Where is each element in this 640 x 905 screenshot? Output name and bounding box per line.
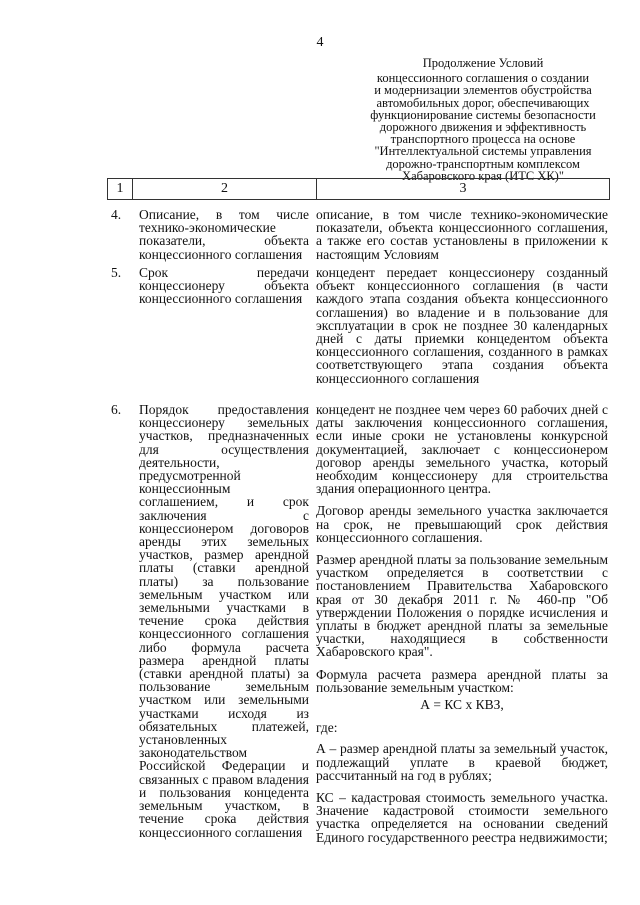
row-paragraph: Формула расчета размера арендной платы за пользование земельным участком: xyxy=(316,666,608,695)
row-number: 4. xyxy=(111,207,122,222)
rent-formula: А = КС х КВЗ, xyxy=(420,697,504,713)
running-header xyxy=(370,57,596,182)
table-header-cell: 3 xyxy=(316,179,609,199)
table-header-row xyxy=(107,178,610,200)
formula-where: где: xyxy=(316,720,338,736)
running-header-line: функционирование системы безопасности xyxy=(370,107,596,122)
table-header-cell: 2 xyxy=(132,179,316,199)
row-subject: Описание, в том числе технико-экономические показатели, объекта концессионного соглашения xyxy=(139,207,309,262)
row-paragraph: концедент не позднее чем через 60 рабочих дней с даты заключения концессионного соглашения, если иные сроки не установлены конкурсной документацией, заключает с концессионером договор аренды земельного участка, который необходим концессионеру для строительства здания операционного центра. xyxy=(316,402,608,497)
row-content xyxy=(316,208,608,261)
row-paragraph: А – размер арендной платы за земельный участок, подлежащий уплате в краевой бюджет, рассчитанный на год в рублях; xyxy=(316,741,608,783)
row-number: 5. xyxy=(111,265,122,280)
row-paragraph: КС – кадастровая стоимость земельного участка. Значение кадастровой стоимости земельного участка определяется на основании сведений Единого государственного реестра недвижимости; xyxy=(316,790,608,845)
running-header-line: дорожного движения и эффективность xyxy=(379,120,587,135)
running-header-line: Хабаровского края (ИТС ХК)" xyxy=(402,168,564,183)
running-header-line: "Интеллектуальной системы управления xyxy=(374,144,592,159)
row-content xyxy=(316,403,608,844)
running-header-line: дорожно-транспортным комплексом xyxy=(386,156,580,171)
row-paragraph: концедент передает концессионеру созданный объект концессионного соглашения (в части каждого этапа создания объекта концессионного соглашения) во владение и в пользование для эксплуатации в срок не позднее 30 календарных дней с даты приемки концедентом объекта концессионного соглашения, созданного в рамках соответствующего этапа создания объекта концессионного соглашения xyxy=(316,265,608,386)
row-subject: Порядок предоставления концессионеру земельных участков, предназначенных для осуществления деятельности, предусмотренной концессионным соглашением, и срок заключения с концессионером договоров аренды этих земельных участков, размер арендной платы (ставки арендной платы) за пользование земельным участком или земельными участками в течение срока действия концессионного соглашения либо формула расчета размера арендной платы (ставки арендной платы) за пользование земельным участком или земельными участками исходя из обязательных платежей, установленных законодательством Российской Федерации и связанных с правом владения и пользования концедента земельным участком, в течение срока действия концессионного соглашения xyxy=(139,402,309,840)
page-number: 4 xyxy=(316,35,324,50)
row-number: 6. xyxy=(111,402,122,417)
running-header-line: автомобильных дорог, обеспечивающих xyxy=(376,95,590,110)
running-header-line: концессионного соглашения о создании xyxy=(376,71,590,86)
running-header-line: транспортного процесса на основе xyxy=(390,132,576,147)
row-paragraph: описание, в том числе технико-экономические показатели, объекта концессионного соглашения, а также его состав установлены в приложении к настоящим Условиям xyxy=(316,207,608,262)
row-paragraph: Размер арендной платы за пользование земельным участком определяется в соответствии с постановлением Правительства Хабаровского края от 30 декабря 2011 г. № 460-пр "Об утверждении Положения о порядке исчисления и уплаты в бюджет арендной платы за земельные участки, находящиеся в собственности Хабаровского края". xyxy=(316,552,608,660)
running-header-title: Продолжение Условий xyxy=(422,56,544,70)
table-header-cell: 1 xyxy=(116,181,124,196)
row-subject: Срок передачи концессионеру объекта концессионного соглашения xyxy=(139,265,309,307)
row-content xyxy=(316,266,608,385)
row-paragraph: Договор аренды земельного участка заключается на срок, не превышающий срок действия концессионного соглашения. xyxy=(316,503,608,545)
running-header-line: и модернизации элементов обустройства xyxy=(374,83,592,98)
